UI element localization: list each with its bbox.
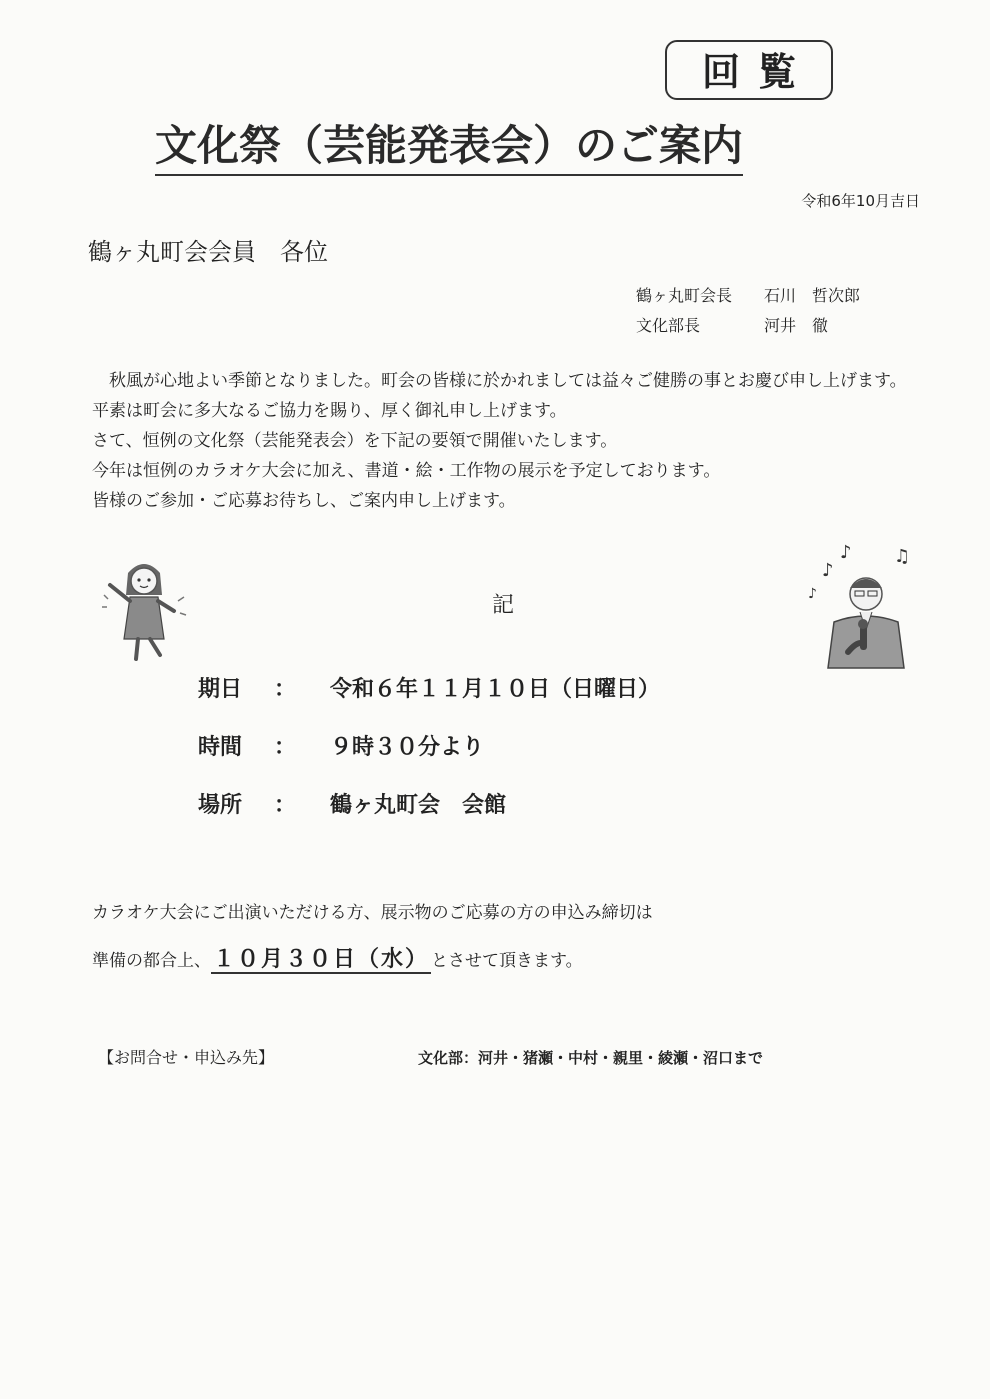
contact-value: 文化部：河井・猪瀬・中村・親里・綾瀬・沼口まで: [418, 1049, 764, 1067]
detail-value: ９時３０分より: [330, 735, 485, 760]
singing-man-illustration: [808, 540, 926, 670]
circulation-stamp: 回覧: [665, 40, 833, 100]
body-text: [92, 366, 922, 516]
detail-value: 鶴ヶ丸町会 会館: [330, 793, 507, 818]
sender-name: 石川 哲次郎: [764, 286, 861, 305]
detail-label: 時間: [198, 735, 243, 760]
detail-label: 場所: [198, 793, 243, 818]
body-paragraph: 秋風が心地よい季節となりました。町会の皆様に於かれましては益々ご健勝の事とお慶び申し上げます。: [109, 371, 907, 391]
deadline-prefix: 準備の都合上、: [92, 951, 211, 971]
detail-value: 令和６年１１月１０日（日曜日）: [330, 677, 661, 702]
detail-date: [198, 672, 660, 703]
sender-role: 文化部長: [636, 316, 701, 335]
issue-date: 令和6年10月吉日: [801, 192, 920, 210]
addressee: 鶴ヶ丸町会会員 各位: [88, 238, 328, 266]
detail-time: [198, 730, 484, 761]
svg-text:♪: ♪: [840, 542, 852, 563]
dancing-girl-illustration: [98, 555, 190, 670]
detail-colon: ：: [274, 735, 297, 760]
contact-label: 【お問合せ・申込み先】: [98, 1048, 275, 1067]
deadline-note-line1: カラオケ大会にご出演いただける方、展示物のご応募の方の申込み締切は: [92, 903, 653, 923]
page-title: 文化祭（芸能発表会）のご案内: [155, 120, 743, 176]
body-paragraph: 平素は町会に多大なるご協力を賜り、厚く御礼申し上げます。: [92, 401, 567, 421]
detail-colon: ：: [274, 677, 297, 702]
body-paragraph: 今年は恒例のカラオケ大会に加え、書道・絵・工作物の展示を予定しております。: [92, 461, 721, 481]
svg-text:♪: ♪: [822, 560, 834, 581]
sender-chairman: [636, 283, 860, 306]
detail-place: [198, 788, 506, 819]
deadline-note-line2: [92, 942, 583, 973]
sender-role: 鶴ヶ丸町会長: [636, 286, 733, 305]
deadline-suffix: とさせて頂きます。: [431, 951, 583, 971]
sender-culture-head: [636, 313, 828, 336]
detail-label: 期日: [198, 677, 243, 702]
ki-heading: 記: [492, 593, 515, 618]
body-paragraph: さて、恒例の文化祭（芸能発表会）を下記の要領で開催いたします。: [92, 431, 618, 451]
deadline-date: １０月３０日（水）: [213, 947, 430, 972]
svg-text:♫: ♫: [894, 546, 911, 567]
detail-colon: ：: [274, 793, 297, 818]
body-paragraph: 皆様のご参加・ご応募お待ちし、ご案内申し上げます。: [92, 491, 516, 511]
sender-name: 河井 徹: [764, 316, 829, 335]
svg-text:♪: ♪: [808, 586, 817, 602]
